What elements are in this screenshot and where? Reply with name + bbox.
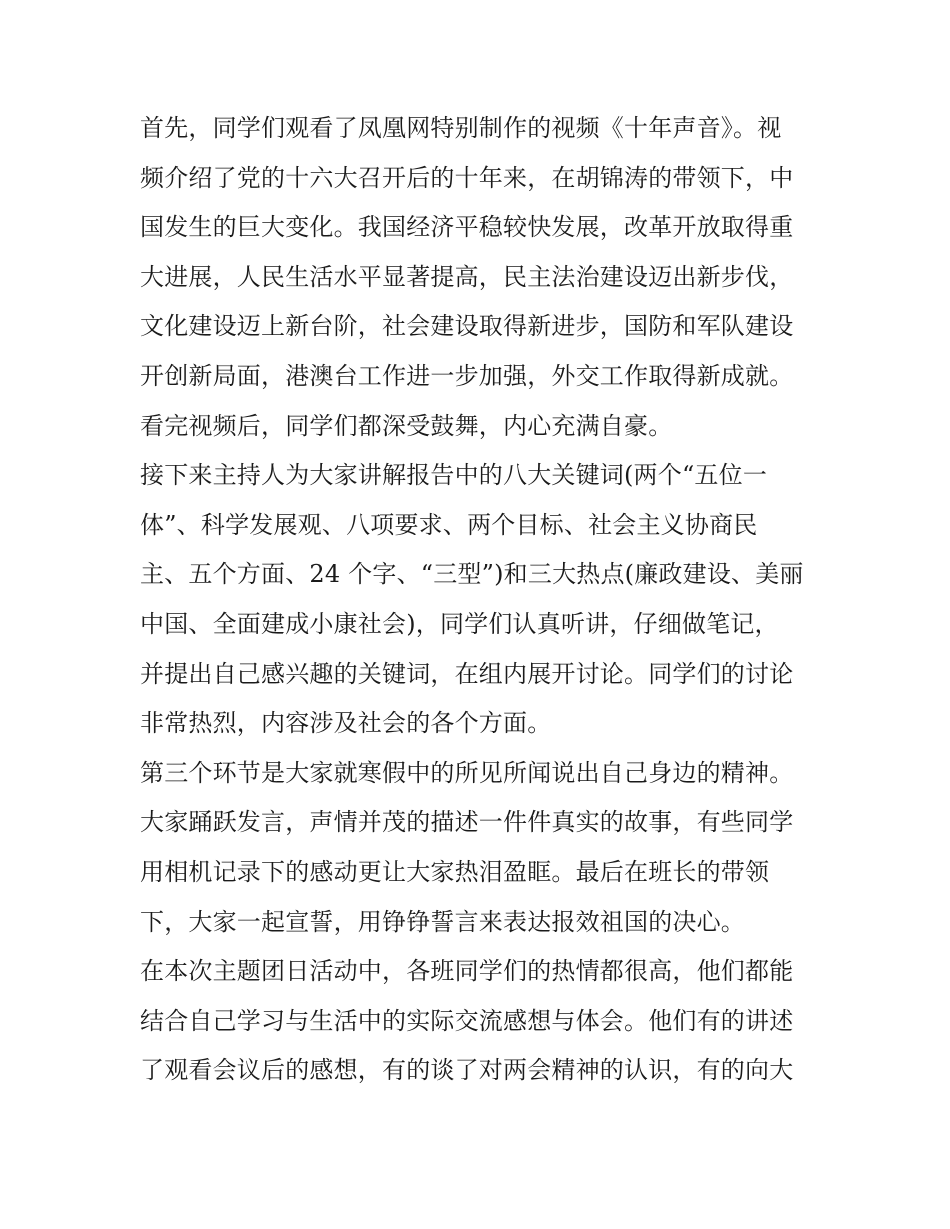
text-line: 非常热烈，内容涉及社会的各个方面。 bbox=[140, 709, 552, 738]
text-line: 频介绍了党的十六大召开后的十年来，在胡锦涛的带领下，中 bbox=[140, 163, 794, 192]
text-line: 结合自己学习与生活中的实际交流感想与体会。他们有的讲述 bbox=[140, 1006, 794, 1035]
text-line: 体”、科学发展观、八项要求、两个目标、社会主义协商民 bbox=[140, 510, 758, 539]
text-line: 看完视频后，同学们都深受鼓舞，内心充满自豪。 bbox=[140, 411, 673, 440]
text-line: 了观看会议后的感想，有的谈了对两会精神的认识，有的向大 bbox=[140, 1056, 794, 1085]
text-line: 大家踊跃发言，声情并茂的描述一件件真实的故事，有些同学 bbox=[140, 808, 794, 837]
body-text bbox=[140, 104, 820, 1096]
text-line: 开创新局面，港澳台工作进一步加强，外交工作取得新成就。 bbox=[140, 361, 794, 390]
text-line: 接下来主持人为大家讲解报告中的八大关键词(两个“五位一 bbox=[140, 461, 768, 490]
text-line: 第三个环节是大家就寒假中的所见所闻说出自己身边的精神。 bbox=[140, 758, 794, 787]
text-line: 用相机记录下的感动更让大家热泪盈眶。最后在班长的带领 bbox=[140, 857, 770, 886]
text-line: 下，大家一起宣誓，用铮铮誓言来表达报效祖国的决心。 bbox=[140, 907, 745, 936]
text-line: 主、五个方面、24 个字、“三型”)和三大热点(廉政建设、美丽 bbox=[140, 560, 804, 589]
text-line: 国发生的巨大变化。我国经济平稳较快发展，改革开放取得重 bbox=[140, 213, 794, 242]
text-line: 中国、全面建成小康社会)，同学们认真听讲，仔细做笔记， bbox=[140, 609, 779, 638]
text-line: 文化建设迈上新台阶，社会建设取得新进步，国防和军队建设 bbox=[140, 312, 794, 341]
text-line: 大进展，人民生活水平显著提高，民主法治建设迈出新步伐， bbox=[140, 262, 794, 291]
text-line: 并提出自己感兴趣的关键词，在组内展开讨论。同学们的讨论 bbox=[140, 659, 794, 688]
text-line: 在本次主题团日活动中，各班同学们的热情都很高，他们都能 bbox=[140, 957, 794, 986]
text-line: 首先，同学们观看了凤凰网特别制作的视频《十年声音》。视 bbox=[140, 114, 782, 142]
